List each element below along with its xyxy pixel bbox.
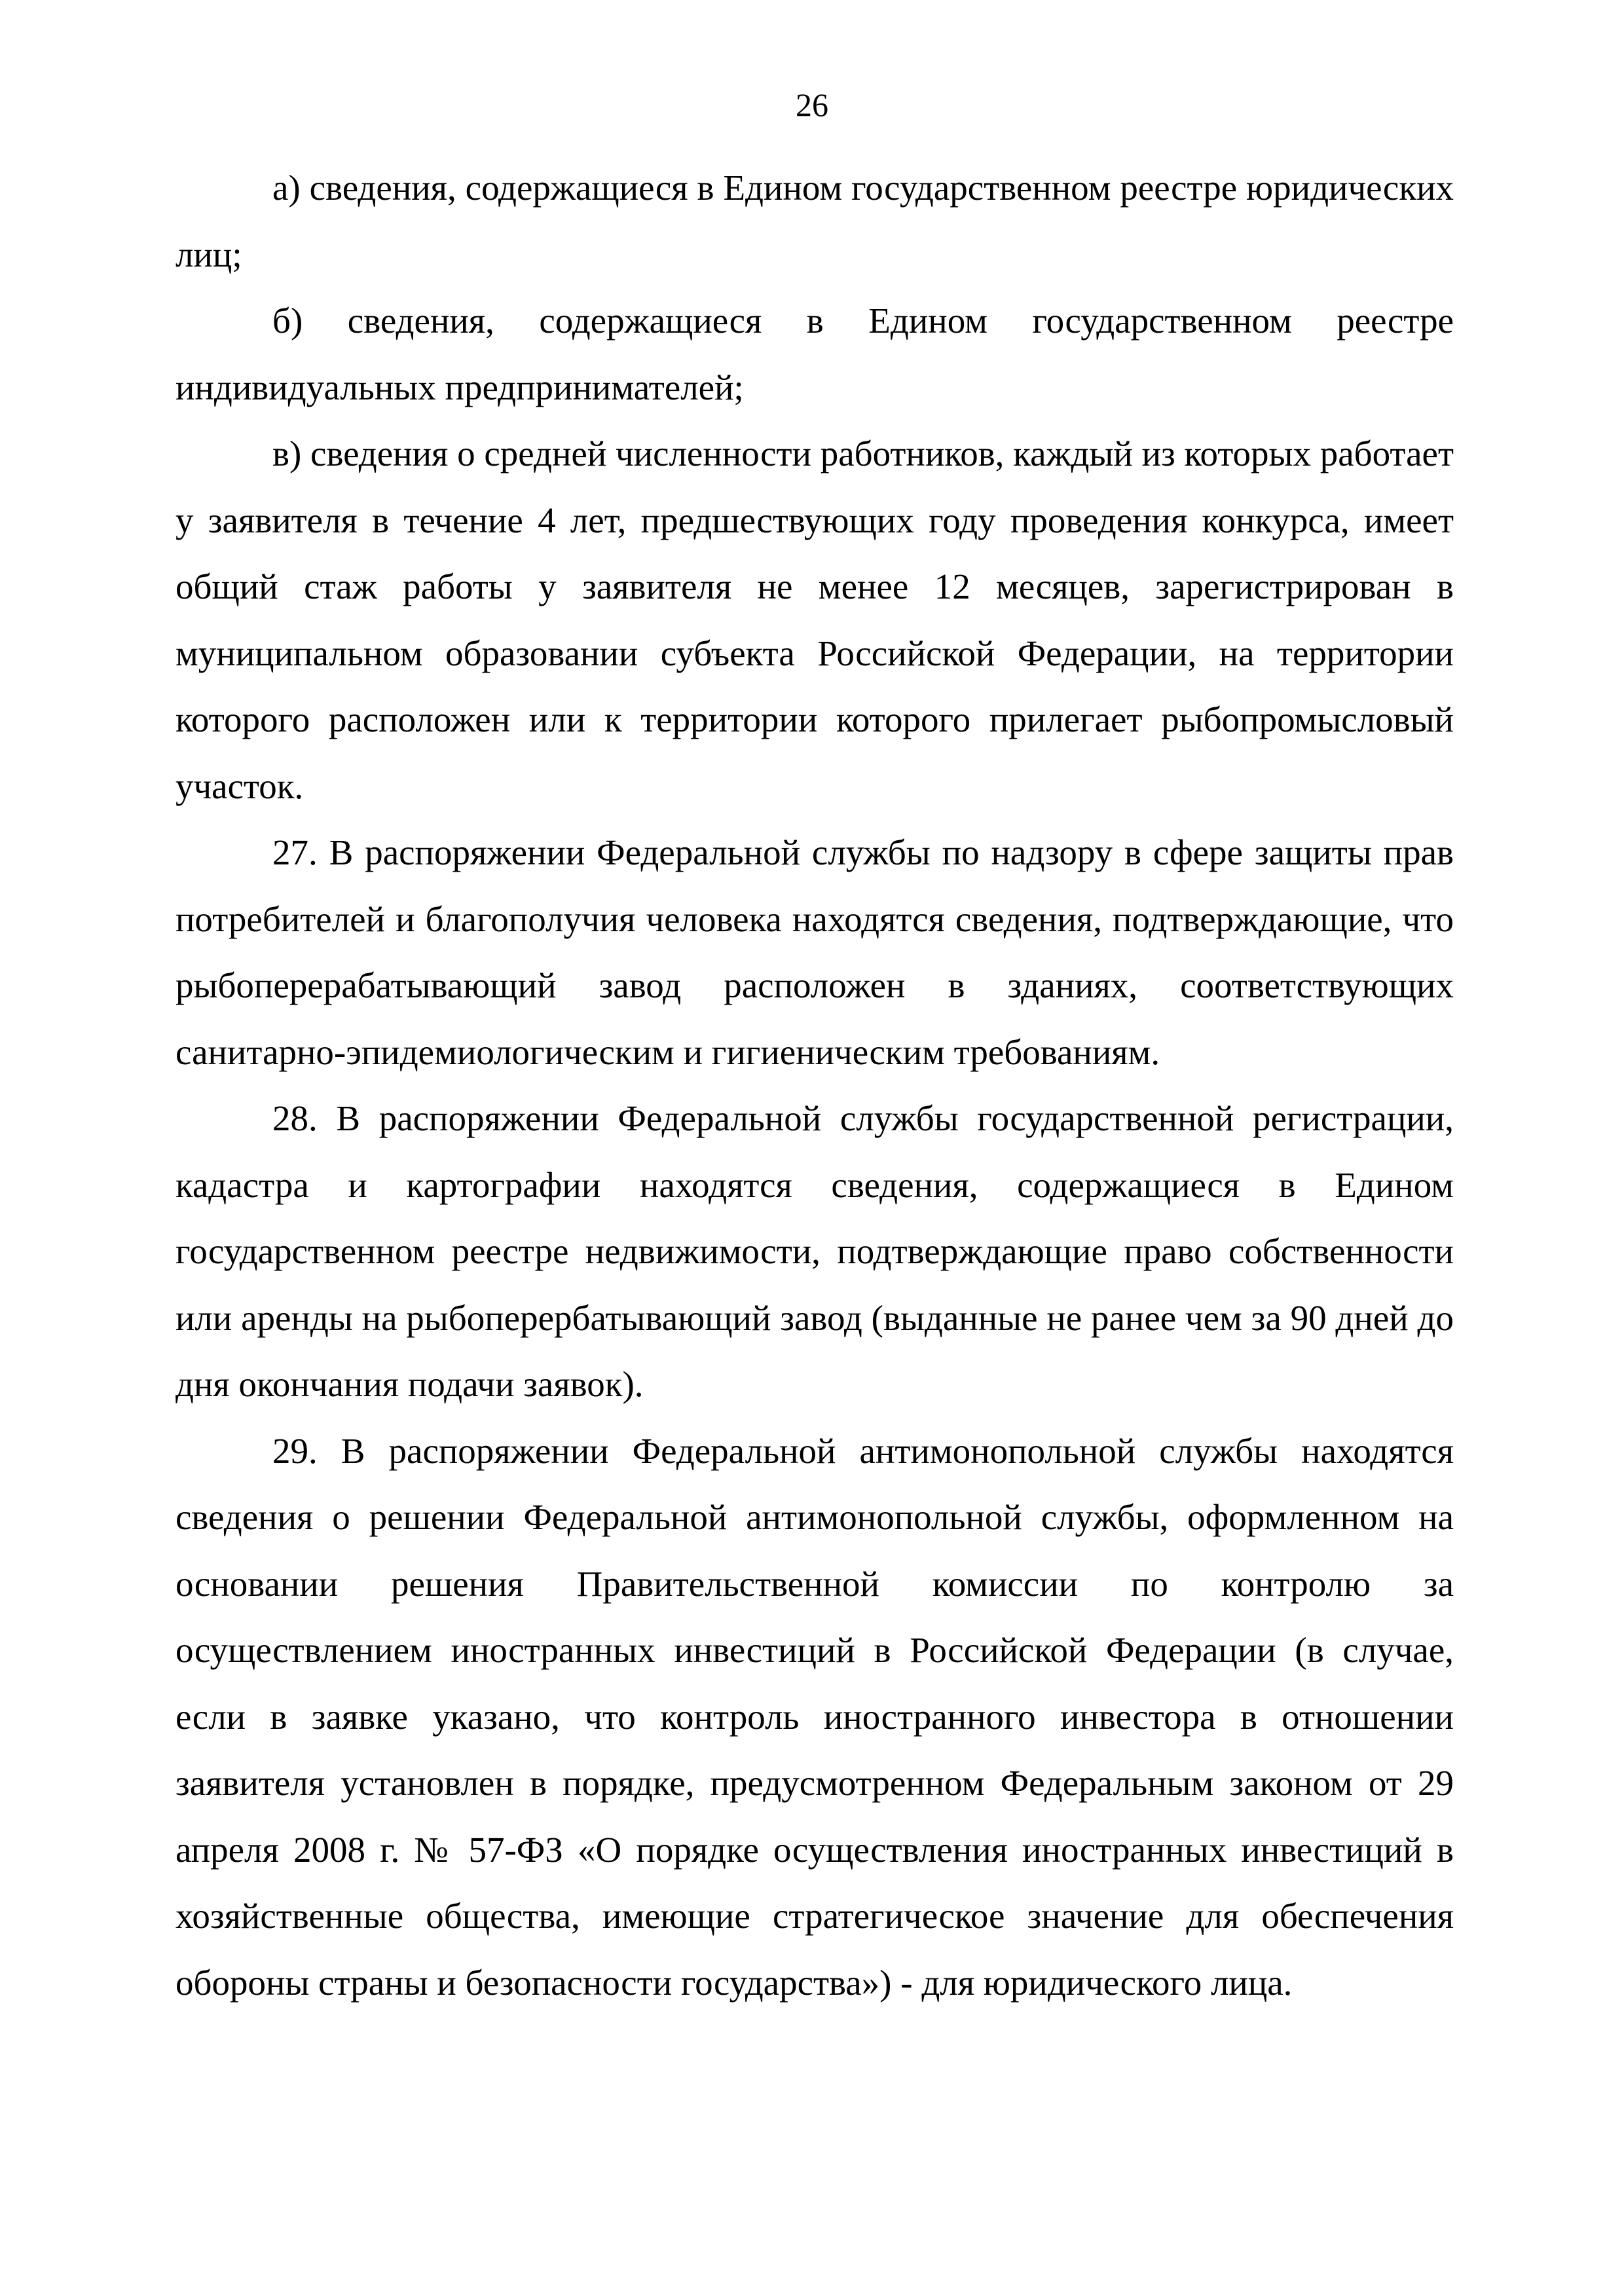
- paragraph-v-employees: в) сведения о средней численности работников, каждый из которых работает у заявителя в течение 4 лет, предшествующих году проведения конкурса, имеет общий стаж работы у заявителя не менее 12 месяцев, зарегистрирован в муниципальном образовании субъекта Российской Федерации, на территории которого расположен или к территории которого прилегает рыбопромысловый участок.: [175, 434, 1454, 806]
- paragraph-b-egrip: б) сведения, содержащиеся в Едином государственном реестре индивидуальных предпринимателей;: [175, 301, 1454, 407]
- page-number: 26: [796, 86, 828, 123]
- paragraph-28-rosreestr: 28. В распоряжении Федеральной службы государственной регистрации, кадастра и картографии находятся сведения, содержащиеся в Едином государственном реестре недвижимости, подтверждающие право собственности или аренды на рыбоперербатывающий завод (выданные не ранее чем за 90 дней до дня окончания подачи заявок).: [175, 1098, 1454, 1404]
- paragraph-a-egrul: а) сведения, содержащиеся в Едином государственном реестре юридических лиц;: [175, 168, 1454, 274]
- paragraph-29-fas: 29. В распоряжении Федеральной антимонопольной службы находятся сведения о решении Федеральной антимонопольной службы, оформленном на основании решения Правительственной комиссии по контролю за осуществлением иностранных инвестиций в Российской Федерации (в случае, если в заявке указано, что контроль иностранного инвестора в отношении заявителя установлен в порядке, предусмотренном Федеральным законом от 29 апреля 2008 г. № 57-ФЗ «О порядке осуществления иностранных инвестиций в хозяйственные общества, имеющие стратегическое значение для обеспечения обороны страны и безопасности государства») - для юридического лица.: [175, 1430, 1454, 2003]
- document-body: [175, 155, 1454, 2016]
- paragraph-27-rospotrebnadzor: 27. В распоряжении Федеральной службы по надзору в сфере защиты прав потребителей и благополучия человека находятся сведения, подтверждающие, что рыбоперерабатывающий завод расположен в зданиях, соответствующих санитарно-эпидемиологическим и гигиеническим требованиям.: [175, 832, 1454, 1072]
